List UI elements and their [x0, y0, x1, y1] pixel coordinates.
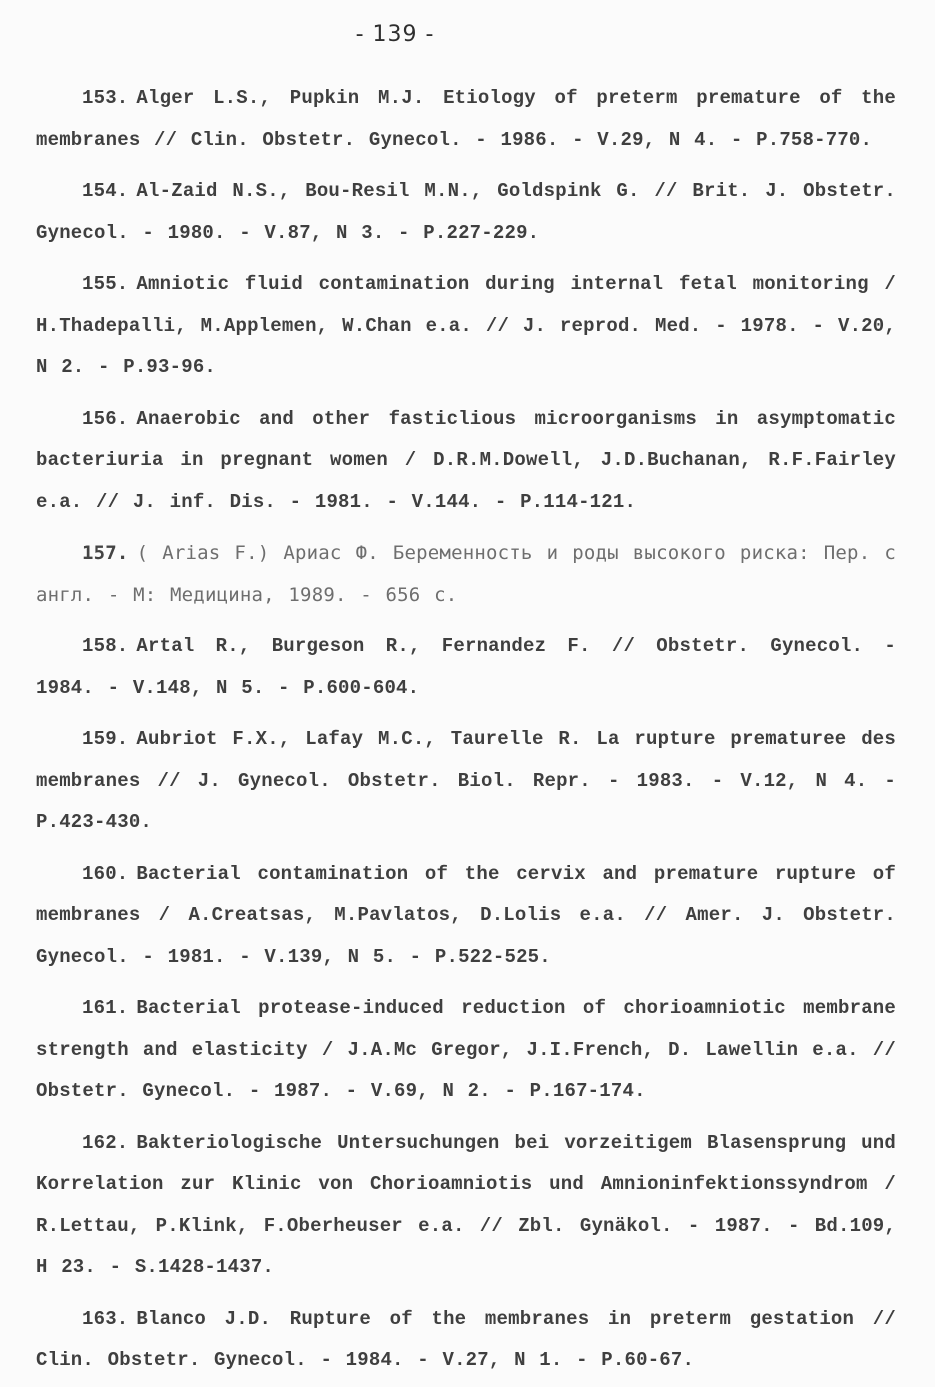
reference-list: [36, 78, 896, 1392]
reference-item: [36, 988, 896, 1113]
reference-item: [36, 78, 896, 161]
reference-item: [36, 854, 896, 979]
reference-item: [36, 1299, 896, 1382]
reference-item: [36, 626, 896, 709]
reference-number: 157.: [82, 542, 129, 564]
reference-text: Al-Zaid N.S., Bou-Resil M.N., Goldspink G. // Brit. J. Obstetr. Gynecol. - 1980. - V.87, N 3. - P.227-229.: [36, 180, 896, 244]
reference-number: 162.: [82, 1131, 129, 1154]
reference-number: 158.: [82, 635, 129, 657]
reference-text: Bacterial protease-induced reduction of chorioamniotic membrane strength and elasticity / J.A.Mc Gregor, J.I.French, D. Lawellin e.a. // Obstetr. Gynecol. - 1987. - V.69, N 2. - P.167-174.: [36, 997, 896, 1102]
reference-text: Anaerobic and other fasticlious microorganisms in asymptomatic bacteriuria in pregnant women / D.R.M.Dowell, J.D.Buchanan, R.F.Fairley e.a. // J. inf. Dis. - 1981. - V.144. - P.114-121.: [36, 407, 896, 513]
reference-item: [36, 399, 896, 524]
reference-item: [36, 264, 896, 389]
reference-number: 155.: [82, 273, 129, 295]
reference-item: [36, 1123, 896, 1289]
reference-number: 160.: [82, 862, 129, 885]
reference-text: Bacterial contamination of the cervix and premature rupture of membranes / A.Creatsas, M.Pavlatos, D.Lolis e.a. // Amer. J. Obstetr. Gynecol. - 1981. - V.139, N 5. - P.522-525.: [36, 862, 896, 968]
reference-text: Blanco J.D. Rupture of the membranes in preterm gestation // Clin. Obstetr. Gynecol. - 1984. - V.27, N 1. - P.60-67.: [36, 1307, 896, 1371]
reference-text: ( Arias F.) Ариас Ф. Беременность и роды высокого риска: Пер. с англ. - М: Медицина, 1989. - 656 с.: [36, 542, 896, 606]
page-number: - 139 -: [355, 22, 435, 47]
reference-number: 156.: [82, 407, 129, 430]
reference-number: 154.: [82, 180, 129, 202]
reference-number: 153.: [82, 87, 129, 109]
reference-number: 161.: [82, 997, 129, 1019]
reference-text: Bakteriologische Untersuchungen bei vorzeitigem Blasensprung und Korrelation zur Klinic von Chorioamniotis und Amnioninfektionssyndrom / R.Lettau, P.Klink, F.Oberheuser e.a. // Zbl. Gynäkol. - 1987. - Bd.109, H 23. - S.1428-1437.: [36, 1131, 896, 1278]
reference-text: Amniotic fluid contamination during internal fetal monitoring / H.Thadepalli, M.Applemen, W.Chan e.a. // J. reprod. Med. - 1978. - V.20, N 2. - P.93-96.: [36, 273, 896, 378]
reference-item-cyrillic: [36, 533, 896, 616]
reference-text: Aubriot F.X., Lafay M.C., Taurelle R. La rupture prematuree des membranes // J. Gynecol. Obstetr. Biol. Repr. - 1983. - V.12, N 4. - P.423-430.: [36, 728, 896, 833]
reference-item: [36, 719, 896, 844]
reference-item: [36, 171, 896, 254]
reference-text: Alger L.S., Pupkin M.J. Etiology of preterm premature of the membranes // Clin. Obstetr. Gynecol. - 1986. - V.29, N 4. - P.758-770.: [36, 87, 896, 151]
reference-text: Artal R., Burgeson R., Fernandez F. // Obstetr. Gynecol. - 1984. - V.148, N 5. - P.600-604.: [36, 635, 896, 699]
reference-number: 159.: [82, 728, 129, 750]
reference-number: 163.: [82, 1307, 129, 1330]
